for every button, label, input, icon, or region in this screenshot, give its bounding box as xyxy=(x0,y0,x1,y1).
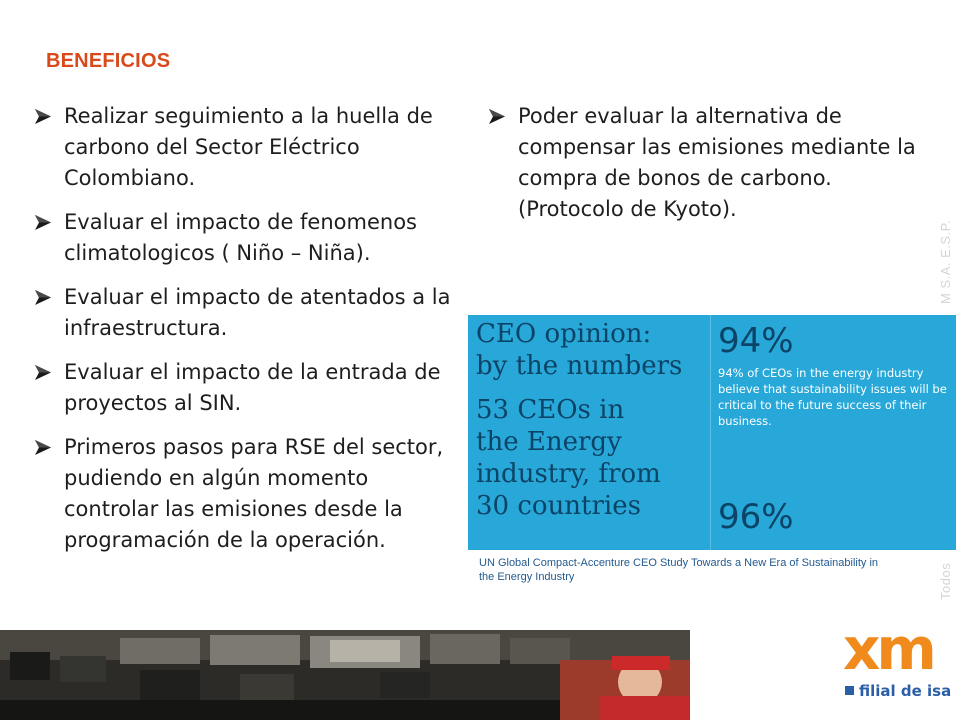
ceo-heading-line: CEO opinion: xyxy=(476,319,652,349)
logo-square-icon xyxy=(845,686,854,695)
arrow-bullet-icon xyxy=(34,289,52,306)
ceo-opinion-infographic xyxy=(468,315,956,550)
bullet-text: Primeros pasos para RSE del sector, pudiendo en algún momento controlar las emisiones desde la programación de la operación. xyxy=(64,435,444,552)
arrow-bullet-icon xyxy=(34,364,52,381)
company-logo xyxy=(835,615,952,710)
ceo-sub-line: 53 CEOs in xyxy=(476,395,625,425)
left-bullet-list xyxy=(34,101,464,569)
stat-94-percent: 94% xyxy=(718,321,794,361)
bullet-text: Evaluar el impacto de atentados a la infraestructura. xyxy=(64,285,451,340)
arrow-bullet-icon xyxy=(34,439,52,456)
arrow-bullet-icon xyxy=(488,108,506,125)
logo-brand: xm xyxy=(843,615,933,683)
bullet-item xyxy=(34,432,464,556)
image-caption: UN Global Compact-Accenture CEO Study Towards a New Era of Sustainability in the Energy Industry xyxy=(479,557,879,583)
side-text-bottom: Todos xyxy=(938,562,953,600)
bullet-item xyxy=(488,101,938,225)
slide-title: BENEFICIOS xyxy=(46,50,171,72)
control-room-photo xyxy=(0,630,690,720)
logo-tagline-row xyxy=(845,682,951,700)
control-room-illustration xyxy=(0,630,690,720)
ceo-sub-line: 30 countries xyxy=(476,491,641,521)
bullet-item xyxy=(34,282,464,344)
ceo-heading-block xyxy=(476,318,711,522)
bullet-item xyxy=(34,101,464,194)
arrow-bullet-icon xyxy=(34,108,52,125)
bullet-text: Realizar seguimiento a la huella de carbono del Sector Eléctrico Colombiano. xyxy=(64,104,433,190)
stat-96-percent: 96% xyxy=(718,497,794,537)
bullet-item xyxy=(34,357,464,419)
ceo-sub-line: the Energy xyxy=(476,427,622,457)
stat-94-description: 94% of CEOs in the energy industry believe that sustainability issues will be critical to the future success of their business. xyxy=(718,366,947,428)
ceo-sub-line: industry, from xyxy=(476,459,661,489)
bullet-text: Evaluar el impacto de la entrada de proyectos al SIN. xyxy=(64,360,441,415)
arrow-bullet-icon xyxy=(34,214,52,231)
side-text-top: M S.A. E.S.P. xyxy=(938,220,953,305)
right-bullet-list xyxy=(488,101,938,238)
bullet-text: Poder evaluar la alternativa de compensar las emisiones mediante la compra de bonos de carbono. (Protocolo de Kyoto). xyxy=(518,104,916,221)
logo-tagline: filial de isa xyxy=(859,682,952,700)
bullet-text: Evaluar el impacto de fenomenos climatologicos ( Niño – Niña). xyxy=(64,210,417,265)
bullet-item xyxy=(34,207,464,269)
ceo-heading-line: by the numbers xyxy=(476,351,683,381)
